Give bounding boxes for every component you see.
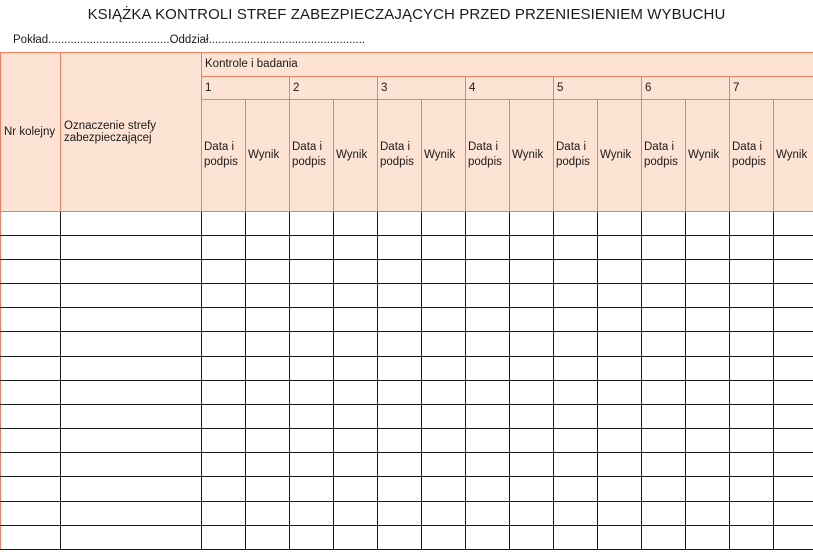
table-cell[interactable]	[466, 235, 510, 259]
table-cell[interactable]	[202, 429, 246, 453]
table-cell[interactable]	[774, 356, 813, 380]
table-cell[interactable]	[554, 477, 598, 501]
table-cell[interactable]	[466, 453, 510, 477]
table-cell[interactable]	[598, 332, 642, 356]
table-row	[1, 501, 813, 525]
table-cell[interactable]	[510, 284, 554, 308]
table-cell[interactable]	[61, 284, 202, 308]
table-row	[1, 404, 813, 428]
table-cell[interactable]	[202, 380, 246, 404]
table-cell[interactable]	[334, 211, 378, 235]
table-cell[interactable]	[554, 332, 598, 356]
header-wynik: Wynik	[598, 100, 642, 212]
table-cell[interactable]	[774, 380, 813, 404]
table-cell[interactable]	[686, 308, 730, 332]
table-cell[interactable]	[334, 260, 378, 284]
table-cell[interactable]	[61, 308, 202, 332]
table-cell[interactable]	[598, 477, 642, 501]
table-cell[interactable]	[466, 332, 510, 356]
table-cell[interactable]	[1, 501, 61, 525]
table-cell[interactable]	[290, 332, 334, 356]
table-cell[interactable]	[202, 356, 246, 380]
table-cell[interactable]	[290, 308, 334, 332]
header-data-podpis: Data i podpis	[642, 100, 686, 212]
table-row	[1, 380, 813, 404]
table-row	[1, 308, 813, 332]
table-cell[interactable]	[378, 332, 422, 356]
table-cell[interactable]	[334, 429, 378, 453]
table-cell[interactable]	[246, 477, 290, 501]
table-cell[interactable]	[774, 235, 813, 259]
table-cell[interactable]	[510, 211, 554, 235]
table-cell[interactable]	[598, 453, 642, 477]
table-cell[interactable]	[730, 453, 774, 477]
table-cell[interactable]	[598, 260, 642, 284]
table-cell[interactable]	[1, 211, 61, 235]
header-wynik: Wynik	[246, 100, 290, 212]
table-cell[interactable]	[422, 477, 466, 501]
table-cell[interactable]	[598, 501, 642, 525]
table-cell[interactable]	[422, 332, 466, 356]
table-cell[interactable]	[290, 453, 334, 477]
table-cell[interactable]	[554, 260, 598, 284]
table-cell[interactable]	[422, 404, 466, 428]
header-number-1: 1	[202, 76, 290, 100]
table-cell[interactable]	[61, 429, 202, 453]
table-cell[interactable]	[774, 429, 813, 453]
table-cell[interactable]	[290, 356, 334, 380]
table-cell[interactable]	[1, 284, 61, 308]
table-cell[interactable]	[642, 453, 686, 477]
table-cell[interactable]	[730, 356, 774, 380]
table-cell[interactable]	[774, 211, 813, 235]
table-cell[interactable]	[598, 429, 642, 453]
header-number-2: 2	[290, 76, 378, 100]
table-cell[interactable]	[510, 380, 554, 404]
table-cell[interactable]	[1, 453, 61, 477]
table-cell[interactable]	[378, 477, 422, 501]
table-cell[interactable]	[510, 525, 554, 549]
table-cell[interactable]	[774, 308, 813, 332]
table-cell[interactable]	[61, 211, 202, 235]
table-cell[interactable]	[202, 477, 246, 501]
table-row	[1, 525, 813, 549]
table-cell[interactable]	[61, 356, 202, 380]
table-row	[1, 260, 813, 284]
table-cell[interactable]	[61, 501, 202, 525]
table-row	[1, 284, 813, 308]
table-cell[interactable]	[290, 477, 334, 501]
table-cell[interactable]	[510, 235, 554, 259]
table-cell[interactable]	[1, 525, 61, 549]
table-cell[interactable]	[554, 501, 598, 525]
table-cell[interactable]	[686, 380, 730, 404]
table-row	[1, 356, 813, 380]
table-cell[interactable]	[334, 356, 378, 380]
table-cell[interactable]	[290, 211, 334, 235]
table-cell[interactable]	[202, 235, 246, 259]
table-cell[interactable]	[61, 235, 202, 259]
table-cell[interactable]	[598, 356, 642, 380]
page-title: KSIĄŻKA KONTROLI STREF ZABEZPIECZAJĄCYCH PRZED PRZENIESIENIEM WYBUCHU	[87, 6, 726, 23]
table-cell[interactable]	[686, 211, 730, 235]
table-cell[interactable]	[334, 284, 378, 308]
table-cell[interactable]	[774, 453, 813, 477]
table-cell[interactable]	[774, 260, 813, 284]
table-cell[interactable]	[246, 211, 290, 235]
table-cell[interactable]	[1, 308, 61, 332]
table-cell[interactable]	[642, 477, 686, 501]
table-cell[interactable]	[774, 332, 813, 356]
table-cell[interactable]	[202, 404, 246, 428]
table-cell[interactable]	[378, 284, 422, 308]
table-cell[interactable]	[290, 284, 334, 308]
table-cell[interactable]	[466, 308, 510, 332]
table-cell[interactable]	[510, 404, 554, 428]
table-cell[interactable]	[730, 260, 774, 284]
table-row	[1, 429, 813, 453]
table-cell[interactable]	[510, 429, 554, 453]
table-cell[interactable]	[378, 211, 422, 235]
table-cell[interactable]	[246, 235, 290, 259]
table-cell[interactable]	[1, 332, 61, 356]
table-cell[interactable]	[246, 332, 290, 356]
table-cell[interactable]	[642, 501, 686, 525]
table-cell[interactable]	[422, 501, 466, 525]
table-cell[interactable]	[466, 284, 510, 308]
table-cell[interactable]	[774, 525, 813, 549]
table-row	[1, 477, 813, 501]
table-cell[interactable]	[466, 429, 510, 453]
table-cell[interactable]	[730, 380, 774, 404]
table-cell[interactable]	[466, 501, 510, 525]
table-cell[interactable]	[466, 380, 510, 404]
table-cell[interactable]	[554, 525, 598, 549]
table-cell[interactable]	[202, 525, 246, 549]
table-cell[interactable]	[642, 235, 686, 259]
table-cell[interactable]	[554, 356, 598, 380]
table-cell[interactable]	[598, 380, 642, 404]
table-cell[interactable]	[642, 284, 686, 308]
table-cell[interactable]	[246, 284, 290, 308]
header-nr-kolejny: Nr kolejny	[1, 53, 61, 212]
table-cell[interactable]	[686, 260, 730, 284]
table-cell[interactable]	[202, 284, 246, 308]
table-cell[interactable]	[378, 501, 422, 525]
header-wynik: Wynik	[686, 100, 730, 212]
table-cell[interactable]	[290, 404, 334, 428]
table-cell[interactable]	[686, 404, 730, 428]
table-cell[interactable]	[598, 211, 642, 235]
table-cell[interactable]	[730, 525, 774, 549]
table-cell[interactable]	[730, 211, 774, 235]
table-cell[interactable]	[422, 308, 466, 332]
table-cell[interactable]	[334, 308, 378, 332]
header-wynik: Wynik	[334, 100, 378, 212]
table-cell[interactable]	[642, 525, 686, 549]
table-cell[interactable]	[686, 235, 730, 259]
table-cell[interactable]	[554, 308, 598, 332]
table-row	[1, 332, 813, 356]
header-data-podpis: Data i podpis	[554, 100, 598, 212]
table-cell[interactable]	[378, 453, 422, 477]
header-data-podpis: Data i podpis	[466, 100, 510, 212]
table-cell[interactable]	[554, 211, 598, 235]
table-cell[interactable]	[61, 260, 202, 284]
table-cell[interactable]	[1, 429, 61, 453]
table-cell[interactable]	[554, 284, 598, 308]
header-row-top	[1, 53, 813, 77]
header-number-7: 7	[730, 76, 813, 100]
table-cell[interactable]	[466, 477, 510, 501]
table-cell[interactable]	[334, 477, 378, 501]
table-cell[interactable]	[730, 332, 774, 356]
table-cell[interactable]	[422, 356, 466, 380]
table-cell[interactable]	[422, 284, 466, 308]
table-cell[interactable]	[290, 260, 334, 284]
table-cell[interactable]	[554, 453, 598, 477]
poklad-field[interactable]: Pokład......................................	[13, 34, 170, 46]
table-cell[interactable]	[642, 332, 686, 356]
table-cell[interactable]	[774, 404, 813, 428]
table-cell[interactable]	[246, 308, 290, 332]
table-cell[interactable]	[61, 477, 202, 501]
table-cell[interactable]	[730, 429, 774, 453]
table-cell[interactable]	[61, 332, 202, 356]
table-row	[1, 211, 813, 235]
table-cell[interactable]	[686, 429, 730, 453]
table-cell[interactable]	[378, 429, 422, 453]
table-cell[interactable]	[466, 404, 510, 428]
table-cell[interactable]	[378, 356, 422, 380]
table-cell[interactable]	[61, 453, 202, 477]
table-cell[interactable]	[290, 380, 334, 404]
table-cell[interactable]	[510, 332, 554, 356]
table-cell[interactable]	[290, 525, 334, 549]
header-number-5: 5	[554, 76, 642, 100]
table-cell[interactable]	[378, 380, 422, 404]
table-cell[interactable]	[422, 235, 466, 259]
table-cell[interactable]	[642, 380, 686, 404]
table-cell[interactable]	[730, 284, 774, 308]
table-cell[interactable]	[422, 211, 466, 235]
table-cell[interactable]	[334, 501, 378, 525]
table-cell[interactable]	[730, 308, 774, 332]
table-cell[interactable]	[598, 235, 642, 259]
table-cell[interactable]	[466, 525, 510, 549]
table-cell[interactable]	[642, 211, 686, 235]
table-cell[interactable]	[422, 380, 466, 404]
table-cell[interactable]	[378, 260, 422, 284]
table-cell[interactable]	[730, 404, 774, 428]
table-cell[interactable]	[1, 260, 61, 284]
table-cell[interactable]	[774, 501, 813, 525]
header-data-podpis: Data i podpis	[730, 100, 774, 212]
header-kontrole-i-badania: Kontrole i badania	[202, 53, 813, 77]
table-cell[interactable]	[642, 429, 686, 453]
table-cell[interactable]	[554, 235, 598, 259]
table-cell[interactable]	[730, 477, 774, 501]
table-cell[interactable]	[642, 404, 686, 428]
table-cell[interactable]	[202, 453, 246, 477]
table-cell[interactable]	[730, 235, 774, 259]
header-number-4: 4	[466, 76, 554, 100]
table-cell[interactable]	[202, 308, 246, 332]
header-wynik: Wynik	[510, 100, 554, 212]
table-cell[interactable]	[686, 332, 730, 356]
table-cell[interactable]	[730, 501, 774, 525]
table-cell[interactable]	[598, 404, 642, 428]
table-cell[interactable]	[686, 453, 730, 477]
table-cell[interactable]	[510, 477, 554, 501]
table-cell[interactable]	[686, 284, 730, 308]
table-cell[interactable]	[246, 356, 290, 380]
table-cell[interactable]	[1, 477, 61, 501]
table-cell[interactable]	[290, 501, 334, 525]
table-cell[interactable]	[774, 284, 813, 308]
table-cell[interactable]	[246, 453, 290, 477]
table-cell[interactable]	[510, 356, 554, 380]
table-cell[interactable]	[246, 525, 290, 549]
table-row	[1, 235, 813, 259]
table-cell[interactable]	[686, 356, 730, 380]
control-book-table	[0, 52, 813, 550]
table-cell[interactable]	[422, 260, 466, 284]
table-cell[interactable]	[1, 235, 61, 259]
table-cell[interactable]	[378, 235, 422, 259]
table-cell[interactable]	[1, 356, 61, 380]
table-cell[interactable]	[202, 332, 246, 356]
header-data-podpis: Data i podpis	[378, 100, 422, 212]
table-cell[interactable]	[334, 235, 378, 259]
table-cell[interactable]	[598, 308, 642, 332]
table-cell[interactable]	[290, 235, 334, 259]
table-cell[interactable]	[378, 404, 422, 428]
table-cell[interactable]	[466, 356, 510, 380]
table-cell[interactable]	[202, 211, 246, 235]
table-cell[interactable]	[334, 380, 378, 404]
table-cell[interactable]	[422, 525, 466, 549]
table-cell[interactable]	[642, 356, 686, 380]
header-oznaczenie-strefy: Oznaczenie strefy zabezpieczającej	[61, 53, 202, 212]
table-cell[interactable]	[246, 404, 290, 428]
table-cell[interactable]	[686, 477, 730, 501]
table-cell[interactable]	[510, 501, 554, 525]
table-cell[interactable]	[290, 429, 334, 453]
table-cell[interactable]	[334, 332, 378, 356]
table-cell[interactable]	[378, 525, 422, 549]
table-row	[1, 453, 813, 477]
header-data-podpis: Data i podpis	[290, 100, 334, 212]
table-cell[interactable]	[1, 404, 61, 428]
table-cell[interactable]	[61, 525, 202, 549]
table-cell[interactable]	[466, 260, 510, 284]
table-cell[interactable]	[246, 380, 290, 404]
table-cell[interactable]	[378, 308, 422, 332]
table-cell[interactable]	[686, 501, 730, 525]
table-cell[interactable]	[334, 453, 378, 477]
table-cell[interactable]	[598, 525, 642, 549]
table-cell[interactable]	[202, 260, 246, 284]
table-cell[interactable]	[246, 260, 290, 284]
table-cell[interactable]	[598, 284, 642, 308]
table-cell[interactable]	[510, 308, 554, 332]
table-cell[interactable]	[202, 501, 246, 525]
table-cell[interactable]	[422, 453, 466, 477]
table-cell[interactable]	[642, 308, 686, 332]
header-number-3: 3	[378, 76, 466, 100]
table-cell[interactable]	[554, 429, 598, 453]
table-cell[interactable]	[774, 477, 813, 501]
header-wynik: Wynik	[774, 100, 813, 212]
form-meta-line	[13, 34, 365, 46]
header-number-6: 6	[642, 76, 730, 100]
table-cell[interactable]	[61, 404, 202, 428]
table-cell[interactable]	[466, 211, 510, 235]
table-cell[interactable]	[61, 380, 202, 404]
table-cell[interactable]	[334, 404, 378, 428]
table-cell[interactable]	[686, 525, 730, 549]
table-cell[interactable]	[246, 429, 290, 453]
table-cell[interactable]	[334, 525, 378, 549]
oddzial-field[interactable]: Oddział.................................................	[169, 34, 366, 46]
table-cell[interactable]	[642, 260, 686, 284]
table-cell[interactable]	[246, 501, 290, 525]
header-data-podpis: Data i podpis	[202, 100, 246, 212]
table-cell[interactable]	[510, 260, 554, 284]
header-wynik: Wynik	[422, 100, 466, 212]
table-cell[interactable]	[1, 380, 61, 404]
table-cell[interactable]	[422, 429, 466, 453]
table-cell[interactable]	[554, 380, 598, 404]
table-cell[interactable]	[510, 453, 554, 477]
table-cell[interactable]	[554, 404, 598, 428]
